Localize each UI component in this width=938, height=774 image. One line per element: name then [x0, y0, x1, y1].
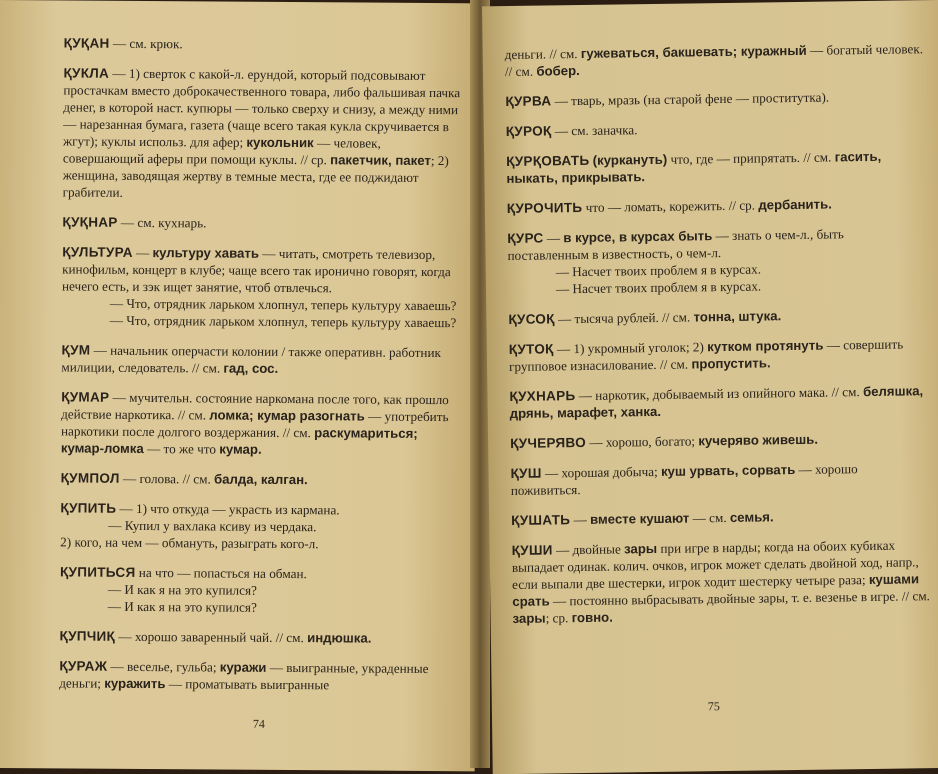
entry-headword: ҚУҚАН: [63, 35, 110, 51]
dictionary-entry: [509, 335, 929, 375]
bold-term: кучеряво живешь.: [698, 431, 819, 449]
entry-headword: ҚУҚНАР: [62, 214, 118, 230]
dictionary-entry: [505, 87, 925, 110]
entry-text: 2) кого, на чем — обмануть, разыграть кого-л.: [60, 534, 319, 552]
entry-headword: ҚУМ: [61, 342, 91, 358]
dictionary-entry: [505, 40, 925, 80]
bold-term: кумар.: [219, 441, 262, 457]
entry-text: — читать, смотреть телевизор, кинофильм, концерт в клубе; чаще всего так иронично говорят, когда нечего есть, и зэк ищет занятие, чтоб отвлечься.: [61, 245, 451, 296]
entry-text: — наркотик, добываемый из опийного мака. // см.: [575, 384, 864, 404]
usage-example: — Что, отрядник ларьком хлопнул, теперь культуру хаваешь?: [109, 295, 457, 314]
entry-text: — см. крюк.: [109, 35, 183, 52]
entry-headword: ҚУЛЬТУРА: [62, 244, 133, 260]
entry-headword: ҚУРОҚ: [505, 123, 552, 140]
dictionary-entry: [63, 64, 464, 203]
entry-headword: ҚУШИ: [511, 542, 553, 559]
bold-term: зары: [512, 610, 546, 626]
entry-headword: ҚУРС: [507, 230, 544, 247]
entry-text: — мучительн. состояние наркомана после того, как прошло действие наркотика. // см.: [61, 389, 449, 423]
dictionary-entry: [61, 469, 461, 489]
bold-term: говно.: [571, 609, 613, 626]
entry-text: ; ср.: [545, 610, 572, 626]
entry-headword: ҚУШАТЬ: [511, 512, 571, 529]
dictionary-entry: [510, 459, 930, 499]
entry-text: — богатый человек. // см.: [504, 41, 924, 80]
entry-text: — см.: [689, 509, 730, 526]
entry-text: — тысяча рублей. // см.: [554, 309, 694, 327]
usage-example: — И как я на это купился?: [107, 598, 257, 615]
entry-text: — тварь, мразь (на старой фене — проститутка).: [551, 89, 830, 109]
entry-text: — двойные: [552, 541, 625, 558]
entry-text: — см. заначка.: [551, 122, 638, 139]
entry-text: — знать о чем-л., быть поставленным в известность, о чем-л.: [507, 226, 844, 264]
bold-term: в курсе, в курсах быть: [563, 228, 713, 246]
entry-text: ; 2) женщина, заводящая жертву в темные места, где ее поджидают грабители.: [62, 153, 449, 200]
entry-headword: ҚУРАЖ: [59, 658, 108, 674]
usage-example: — Насчет твоих проблем я в курсах.: [555, 261, 762, 280]
bold-term: культуру хавать: [152, 245, 260, 261]
entry-text: что, где — припрятать. // см.: [667, 149, 835, 167]
entry-text: — постоянно выбрасывать двойные зары, т. е. везенье в игре. // см.: [549, 588, 931, 609]
dictionary-entry: [510, 429, 930, 452]
entry-text: — проматывать выигранные: [165, 676, 330, 693]
bold-term: гасить, ныкать, прикрывать.: [506, 148, 882, 187]
dictionary-entry: [60, 499, 460, 553]
dictionary-entry: [62, 213, 462, 233]
entry-text: —: [543, 230, 564, 246]
entry-text: — см. кухнарь.: [117, 214, 207, 231]
bold-term: кушами срать: [512, 571, 920, 610]
page-number: 75: [707, 699, 720, 714]
dictionary-entry: [506, 117, 926, 140]
entry-headword: ҚУПИТЬСЯ: [59, 564, 136, 580]
bold-term: пакетчик, пакет: [330, 152, 431, 169]
bold-term: раскумариться; кумар-ломка: [60, 425, 418, 457]
usage-example: — Что, отрядник ларьком хлопнул, теперь культуру хаваешь?: [109, 312, 457, 331]
right-page: [482, 0, 938, 774]
bold-term: семья.: [729, 509, 774, 525]
entry-text: — 1) что откуда — украсть из кармана.: [116, 500, 340, 518]
usage-example: — И как я на это купился?: [107, 581, 258, 598]
entry-text: на что — попасться на обман.: [135, 564, 307, 582]
entry-text: — совершить групповое изнасилование. // см.: [508, 336, 904, 375]
dictionary-entry: [509, 382, 929, 422]
bold-term: кукольник: [246, 134, 314, 151]
entry-text: — веселье, гульба;: [107, 658, 220, 675]
bold-term: беляшка, дрянь, марафет, ханка.: [509, 383, 924, 422]
entry-text: — 1) сверток с какой-л. ерундой, который подсовывают простачкам вместо доброкачественного товара, либо фальшивая пачка денег, в которой наст. купюры — только сверху и снизу, а между ними — нарезанная бумага, газета (чаще всего такая кукла скручивается в жгут); куклы использ. для афер;: [62, 65, 461, 150]
bold-term: куражи: [219, 659, 267, 675]
dictionary-entry: [508, 305, 928, 328]
entry-text: — 1) укромный уголок; 2): [553, 339, 708, 357]
entry-text: при игре в нарды; когда на обоих кубиках выпадает одинак. колич. очков, игрок может сделать двойной ход, напр., если выпали две шестерки, игрок ходит шестерку четыре раза;: [511, 537, 919, 593]
entry-headword: ҚУРВА: [505, 93, 552, 110]
dictionary-entry: [64, 34, 464, 54]
entry-headword: ҚУРОЧИТЬ: [506, 199, 583, 217]
dictionary-entry: [61, 341, 461, 378]
dictionary-entry: [61, 388, 461, 459]
usage-example: — Насчет твоих проблем я в курсах.: [555, 278, 762, 297]
dictionary-entry: [512, 536, 933, 627]
bold-term: индюшка.: [307, 630, 372, 646]
dictionary-entry: [506, 147, 926, 187]
page-number: 74: [252, 716, 266, 731]
entry-text: — то же что: [143, 441, 220, 457]
bold-term: куш урвать, сорвать: [660, 462, 796, 479]
entry-text: — выигранные, украденные деньги;: [59, 659, 429, 691]
entry-text: что — ломать, корежить. // ср.: [582, 197, 759, 215]
bold-term: вместе кушают: [589, 510, 690, 527]
entry-headword: ҚУМАР: [61, 389, 110, 405]
entry-headword: ҚУТОҚ: [508, 341, 554, 358]
entry-text: — хорошо, богато;: [585, 433, 699, 450]
dictionary-entry: [507, 224, 928, 298]
entry-text: —: [570, 511, 591, 528]
bold-term: зары: [623, 540, 658, 557]
bold-term: гужеваться, бакшевать; куражный: [580, 42, 807, 61]
entry-text: —: [132, 244, 153, 261]
bold-term: (куркануть): [592, 151, 668, 168]
bold-term: балда, калган.: [214, 471, 308, 488]
bold-term: кутком протянуть: [707, 337, 824, 355]
entry-headword: ҚУМПОЛ: [60, 470, 120, 486]
entry-headword: ҚУШ: [510, 465, 542, 482]
bold-term: ломка; кумар разогнать: [209, 407, 365, 424]
entry-text: — употребить наркотики после долгого воздержания. // см.: [60, 408, 449, 441]
usage-example: — Купил у вахлака ксиву из чердака.: [108, 517, 317, 535]
entry-text: — человек, совершающий аферы при помощи куклы. // ср.: [62, 135, 381, 168]
dictionary-entry: [507, 194, 927, 217]
bold-term: пропустить.: [691, 355, 771, 372]
entry-headword: ҚУПИТЬ: [60, 500, 117, 516]
entry-text: — хорошая добыча;: [541, 463, 662, 481]
entry-text: — начальник оперчасти колонии / также оперативн. работник милиции, следователь. // см.: [61, 342, 442, 376]
entry-text: — хорошо поживиться.: [510, 461, 858, 499]
entry-headword: ҚУКЛА: [63, 65, 110, 81]
dictionary-entry: [62, 243, 463, 331]
dictionary-entry: [59, 657, 459, 694]
entry-headword: ҚУПЧИҚ: [59, 628, 116, 644]
bold-term: бобер.: [536, 63, 580, 79]
entry-headword: ҚУХНАРЬ: [509, 388, 576, 405]
dictionary-entry: [511, 506, 931, 529]
dictionary-entry: [60, 563, 460, 617]
entry-text: — хорошо заваренный чай. // см.: [115, 628, 308, 646]
dictionary-entry: [60, 627, 460, 647]
bold-term: куражить: [104, 675, 166, 692]
entry-text: деньги. // см.: [504, 45, 581, 63]
entry-headword: ҚУЧЕРЯВО: [510, 434, 587, 452]
entry-headword: ҚУРҚОВАТЬ: [506, 152, 590, 170]
bold-term: дербанить.: [758, 196, 832, 213]
bold-term: гад, сос.: [223, 360, 279, 376]
entry-text: — голова. // см.: [119, 470, 215, 487]
bold-term: тонна, штука.: [693, 308, 782, 325]
entry-headword: ҚУСОҚ: [508, 311, 555, 328]
